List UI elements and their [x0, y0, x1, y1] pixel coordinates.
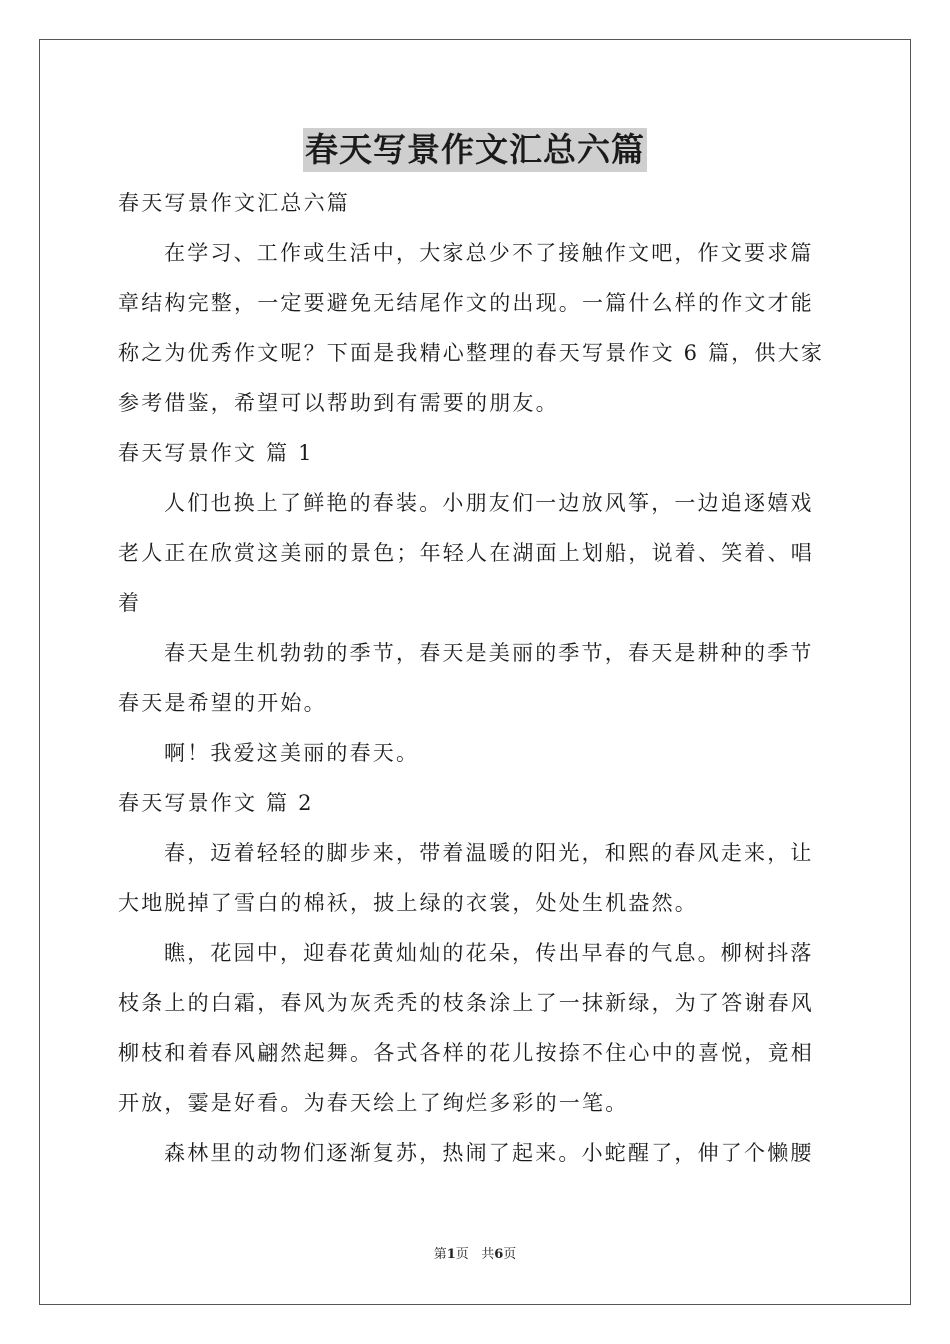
text-line: 着 — [118, 591, 142, 615]
footer-total-prefix: 共 — [481, 1247, 495, 1262]
footer-page-number: 1 — [446, 1247, 456, 1262]
text-line: 春天是生机勃勃的季节，春天是美丽的季节，春天是耕种的季节 — [164, 641, 814, 665]
footer-total-suffix: 页 — [503, 1247, 517, 1262]
title-container — [0, 128, 950, 172]
document-body — [118, 178, 834, 1178]
text-line: 春天写景作文汇总六篇 — [118, 191, 350, 215]
text-line: 人们也换上了鲜艳的春装。小朋友们一边放风筝，一边追逐嬉戏 — [164, 491, 814, 515]
text-line: 老人正在欣赏这美丽的景色；年轻人在湖面上划船，说着、笑着、唱 — [118, 541, 814, 565]
page-footer — [0, 1246, 950, 1264]
text-line: 枝条上的白霜，春风为灰秃秃的枝条涂上了一抹新绿，为了答谢春风 — [118, 991, 814, 1015]
document-title: 春天写景作文汇总六篇 — [303, 128, 647, 172]
text-line: 春，迈着轻轻的脚步来，带着温暖的阳光，和熙的春风走来，让 — [164, 841, 814, 865]
text-line: 开放，霎是好看。为春天绘上了绚烂多彩的一笔。 — [118, 1091, 629, 1115]
text-line: 春天是希望的开始。 — [118, 691, 327, 715]
text-line: 大地脱掉了雪白的棉袄，披上绿的衣裳，处处生机盎然。 — [118, 891, 698, 915]
text-line: 柳枝和着春风翩然起舞。各式各样的花儿按捺不住心中的喜悦，竟相 — [118, 1041, 814, 1065]
text-line: 春天写景作文 篇 1 — [118, 441, 314, 465]
footer-page-suffix: 页 — [455, 1247, 469, 1262]
text-line: 瞧，花园中，迎春花黄灿灿的花朵，传出早春的气息。柳树抖落 — [164, 941, 814, 965]
text-line: 在学习、工作或生活中，大家总少不了接触作文吧，作文要求篇 — [164, 241, 814, 265]
text-line: 啊！我爱这美丽的春天。 — [164, 741, 420, 765]
text-line: 森林里的动物们逐渐复苏，热闹了起来。小蛇醒了，伸了个懒腰 — [164, 1141, 814, 1165]
text-line: 春天写景作文 篇 2 — [118, 791, 314, 815]
footer-total-pages: 6 — [494, 1247, 504, 1262]
text-line: 章结构完整，一定要避免无结尾作文的出现。一篇什么样的作文才能 — [118, 291, 814, 315]
footer-page-prefix: 第 — [433, 1247, 447, 1262]
text-line: 参考借鉴，希望可以帮助到有需要的朋友。 — [118, 391, 559, 415]
text-line: 称之为优秀作文呢？下面是我精心整理的春天写景作文 6 篇，供大家 — [118, 341, 825, 365]
